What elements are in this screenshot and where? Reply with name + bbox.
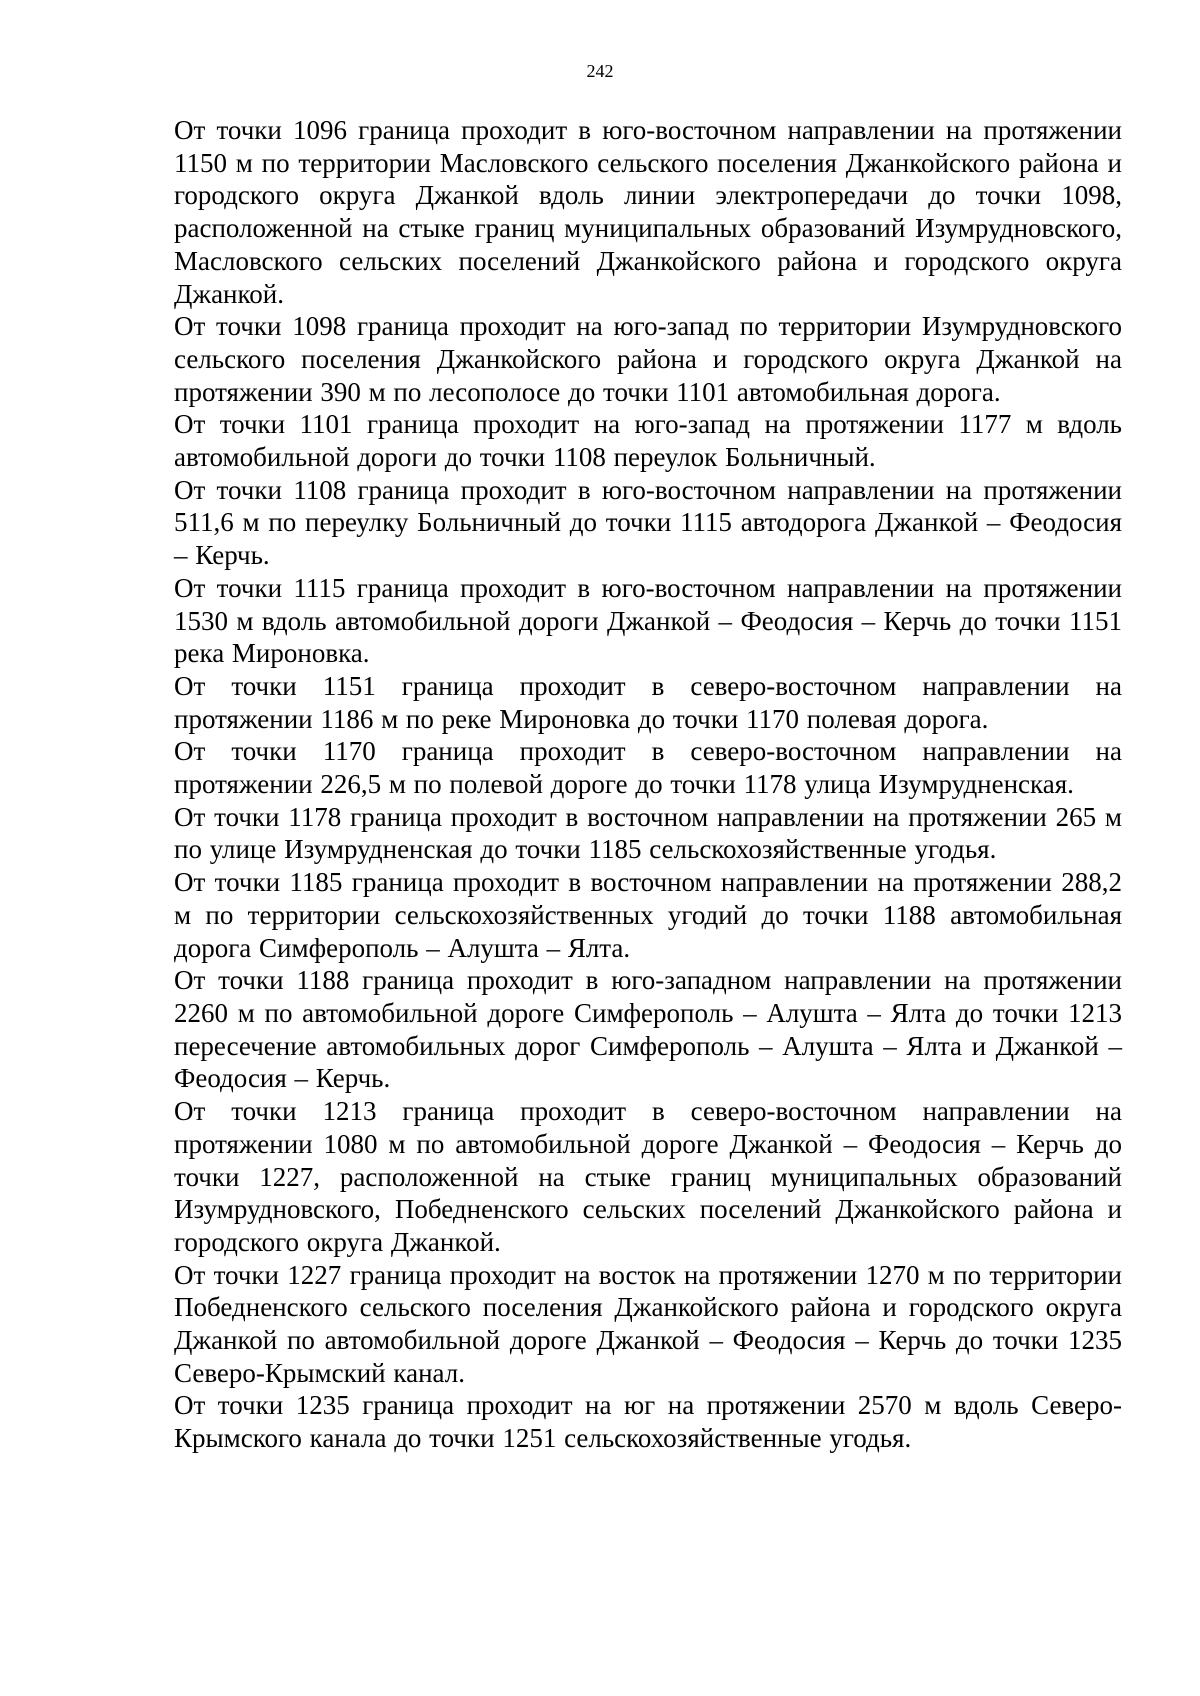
- paragraph: От точки 1101 граница проходит на юго-запад на протяжении 1177 м вдоль автомобильной дороги до точки 1108 переулок Больничный.: [174, 409, 1122, 473]
- paragraph: От точки 1227 граница проходит на восток на протяжении 1270 м по территории Победненского сельского поселения Джанкойского района и городского округа Джанкой по автомобильной дороге Джанкой – Феодосия – Керчь до точки 1235 Северо-Крымский канал.: [174, 1259, 1122, 1388]
- paragraph: От точки 1188 граница проходит в юго-западном направлении на протяжении 2260 м по автомобильной дороге Симферополь – Алушта – Ялта до точки 1213 пересечение автомобильных дорог Симферополь – Алушта – Ялта и Джанкой – Феодосия – Керчь.: [174, 965, 1122, 1094]
- document-body: [174, 114, 1122, 1455]
- paragraph: От точки 1098 граница проходит на юго-запад по территории Изумрудновского сельского поселения Джанкойского района и городского округа Джанкой на протяжении 390 м по лесополосе до точки 1101 автомобильная дорога.: [174, 311, 1122, 407]
- paragraph: От точки 1235 граница проходит на юг на протяжении 2570 м вдоль Северо-Крымского канала до точки 1251 сельскохозяйственные угодья.: [174, 1390, 1122, 1454]
- paragraph: От точки 1213 граница проходит в северо-восточном направлении на протяжении 1080 м по автомобильной дороге Джанкой – Феодосия – Керчь до точки 1227, расположенной на стыке границ муниципальных образований Изумрудновского, Победненского сельских поселений Джанкойского района и городского округа Джанкой.: [174, 1096, 1122, 1257]
- paragraph: От точки 1115 граница проходит в юго-восточном направлении на протяжении 1530 м вдоль автомобильной дороги Джанкой – Феодосия – Керчь до точки 1151 река Мироновка.: [174, 572, 1122, 669]
- paragraph: От точки 1151 граница проходит в северо-восточном направлении на протяжении 1186 м по реке Мироновка до точки 1170 полевая дорога.: [174, 670, 1122, 734]
- paragraph: От точки 1178 граница проходит в восточном направлении на протяжении 265 м по улице Изумрудненская до точки 1185 сельскохозяйственные угодья.: [174, 801, 1122, 865]
- paragraph: От точки 1096 граница проходит в юго-восточном направлении на протяжении 1150 м по территории Масловского сельского поселения Джанкойского района и городского округа Джанкой вдоль линии электропередачи до точки 1098, расположенной на стыке границ муниципальных образований Изумрудновского, Масловского сельских поселений Джанкойского района и городского округа Джанкой.: [174, 115, 1122, 309]
- paragraph: От точки 1185 граница проходит в восточном направлении на протяжении 288,2 м по территории сельскохозяйственных угодий до точки 1188 автомобильная дорога Симферополь – Алушта – Ялта.: [174, 867, 1122, 963]
- page-number: 242: [586, 61, 614, 81]
- paragraph: От точки 1108 граница проходит в юго-восточном направлении на протяжении 511,6 м по переулку Больничный до точки 1115 автодорога Джанкой – Феодосия – Керчь.: [174, 474, 1122, 571]
- paragraph: От точки 1170 граница проходит в северо-восточном направлении на протяжении 226,5 м по полевой дороге до точки 1178 улица Изумрудненская.: [174, 736, 1122, 800]
